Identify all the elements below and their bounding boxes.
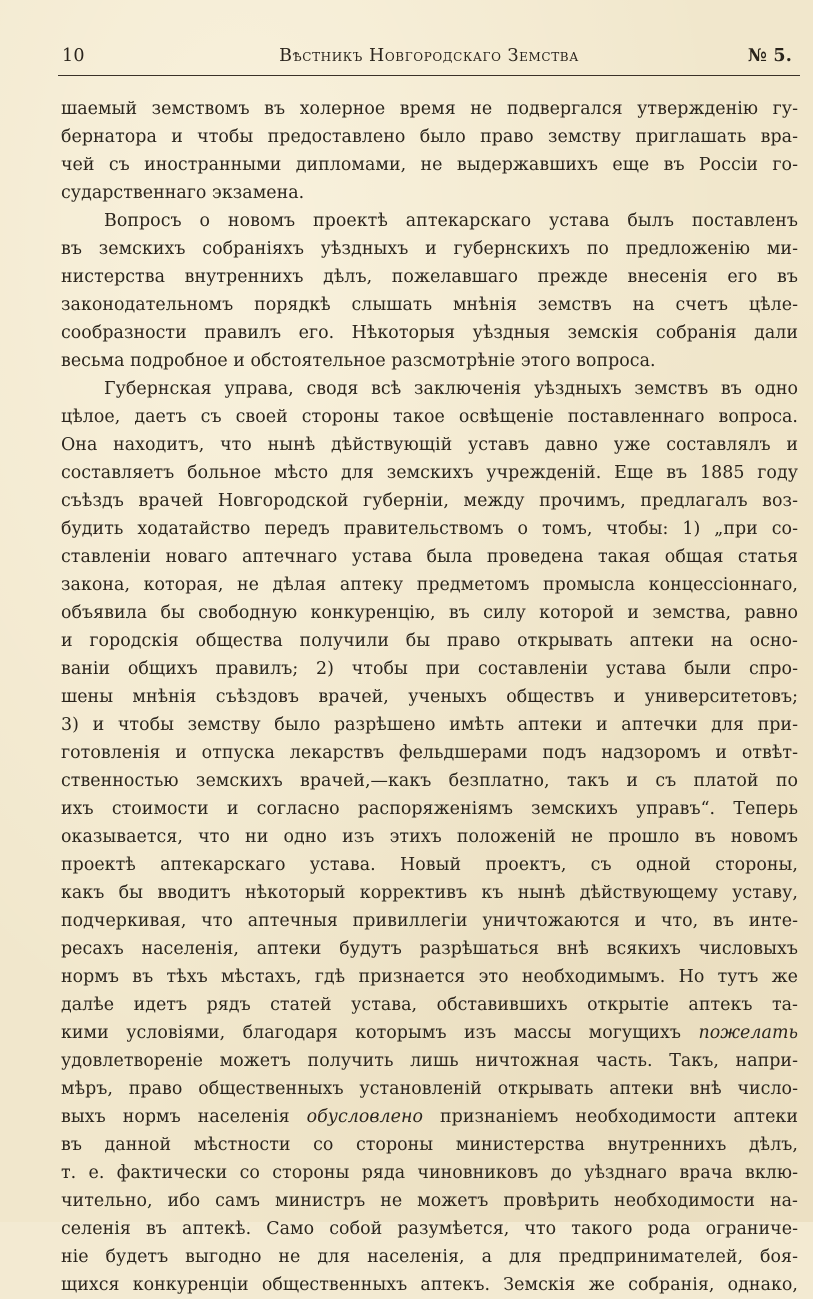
text-line: объявила бы свободную конкуренцію, въ силу которой и земства, равно bbox=[61, 603, 798, 623]
text-line: Она находитъ, что нынѣ дѣйствующій уставъ давно уже составлялъ и bbox=[61, 435, 798, 455]
text-line: и городскія общества получили бы право открывать аптеки на осно- bbox=[61, 631, 798, 651]
issue-number: № 5. bbox=[747, 46, 792, 66]
emphasis-text: пожелать bbox=[698, 1023, 798, 1043]
text-line: сударственнаго экзамена. bbox=[61, 183, 305, 203]
text-segment: выхъ нормъ населенія bbox=[61, 1107, 307, 1127]
text-line: чей съ иностранными дипломами, не выдержавшихъ еще въ Россіи го- bbox=[61, 155, 798, 175]
text-line: шаемый земствомъ въ холерное время не подвергался утвержденію гу- bbox=[61, 99, 798, 119]
text-line: ваніи общихъ правилъ; 2) чтобы при составленіи устава были спро- bbox=[61, 659, 798, 679]
text-line: составляетъ больное мѣсто для земскихъ учрежденій. Еще въ 1885 году bbox=[61, 463, 798, 483]
text-line: мѣръ, право общественныхъ установленій открывать аптеки внѣ число- bbox=[61, 1079, 798, 1099]
text-line: подчеркивая, что аптечныя привиллегіи уничтожаются и что, въ инте- bbox=[61, 911, 798, 931]
text-line: удовлетвореніе можетъ получить лишь ничтожная часть. Такъ, напри- bbox=[61, 1051, 798, 1071]
text-line bbox=[61, 1019, 798, 1047]
text-segment: кими условіями, благодаря которымъ изъ массы могущихъ bbox=[61, 1023, 699, 1043]
text-line: закона, которая, не дѣлая аптеку предметомъ промысла концессіоннаго, bbox=[61, 575, 798, 595]
text-line: въ данной мѣстности со стороны министерства внутреннихъ дѣлъ, bbox=[61, 1135, 798, 1155]
running-header bbox=[60, 42, 798, 74]
text-line: чительно, ибо самъ министръ не можетъ провѣрить необходимости на- bbox=[61, 1191, 798, 1211]
text-line: нормъ въ тѣхъ мѣстахъ, гдѣ признается это необходимымъ. Но тутъ же bbox=[61, 967, 798, 987]
text-line: какъ бы вводитъ нѣкоторый коррективъ къ нынѣ дѣйствующему уставу, bbox=[61, 883, 798, 903]
text-line: цѣлое, даетъ съ своей стороны такое освѣщеніе поставленнаго вопроса. bbox=[61, 407, 798, 427]
text-line: проектѣ аптекарскаго устава. Новый проектъ, съ одной стороны, bbox=[61, 855, 798, 875]
text-line: будить ходатайство передъ правительствомъ о томъ, чтобы: 1) „при со- bbox=[61, 519, 798, 539]
text-line: далѣе идетъ рядъ статей устава, обставившихъ открытіе аптекъ та- bbox=[61, 995, 798, 1015]
emphasis-text: обусловлено bbox=[306, 1107, 424, 1127]
text-line: оказывается, что ни одно изъ этихъ положеній не прошло въ новомъ bbox=[61, 827, 798, 847]
text-line: щихся конкуренціи общественныхъ аптекъ. Земскія же собранія, однако, bbox=[61, 1275, 798, 1295]
text-line: ресахъ населенія, аптеки будутъ разрѣшаться внѣ всякихъ числовыхъ bbox=[61, 939, 798, 959]
text-line: весьма подробное и обстоятельное разсмотрѣніе этого вопроса. bbox=[61, 351, 656, 371]
text-line: селенія въ аптекѣ. Само собой разумѣется, что такого рода ограниче- bbox=[61, 1219, 798, 1239]
body-text bbox=[61, 95, 798, 1299]
text-line: Губернская управа, сводя всѣ заключенія уѣздныхъ земствъ въ одно bbox=[104, 379, 798, 399]
text-line: ственностью земскихъ врачей,—какъ безплатно, такъ и съ платой по bbox=[61, 771, 798, 791]
text-line: 3) и чтобы земству было разрѣшено имѣть аптеки и аптечки для при- bbox=[61, 715, 798, 735]
text-line: шены мнѣнія съѣздовъ врачей, ученыхъ обществъ и университетовъ; bbox=[61, 687, 798, 707]
journal-title: Вѣстникъ Новгородскаго Земства bbox=[279, 46, 579, 66]
text-line: въ земскихъ собраніяхъ уѣздныхъ и губернскихъ по предложенію ми- bbox=[61, 239, 798, 259]
text-line: ставленіи новаго аптечнаго устава была проведена такая общая статья bbox=[61, 547, 798, 567]
text-line: Вопросъ о новомъ проектѣ аптекарскаго устава былъ поставленъ bbox=[104, 211, 798, 231]
text-line: бернатора и чтобы предоставлено было право земству приглашать вра- bbox=[61, 127, 798, 147]
text-line: съѣздъ врачей Новгородской губерніи, между прочимъ, предлагалъ воз- bbox=[61, 491, 798, 511]
text-line: ихъ стоимости и согласно распоряженіямъ земскихъ управъ“. Теперь bbox=[61, 799, 798, 819]
text-line: ніе будетъ выгодно не для населенія, а для предпринимателей, боя- bbox=[61, 1247, 798, 1267]
text-segment: признаніемъ необходимости аптеки bbox=[423, 1107, 798, 1127]
text-line: сообразности правилъ его. Нѣкоторыя уѣздныя земскія собранія дали bbox=[61, 323, 798, 343]
text-line bbox=[61, 1103, 798, 1131]
text-line: готовленія и отпуска лекарствъ фельдшерами подъ надзоромъ и отвѣт- bbox=[61, 743, 798, 763]
page-number: 10 bbox=[62, 46, 85, 66]
header-rule bbox=[58, 75, 800, 76]
text-line: законодательномъ порядкѣ слышать мнѣнія земствъ на счетъ цѣле- bbox=[61, 295, 798, 315]
text-line: т. е. фактически со стороны ряда чиновниковъ до уѣзднаго врача вклю- bbox=[61, 1163, 798, 1183]
text-line: нистерства внутреннихъ дѣлъ, пожелавшаго прежде внесенія его въ bbox=[61, 267, 798, 287]
